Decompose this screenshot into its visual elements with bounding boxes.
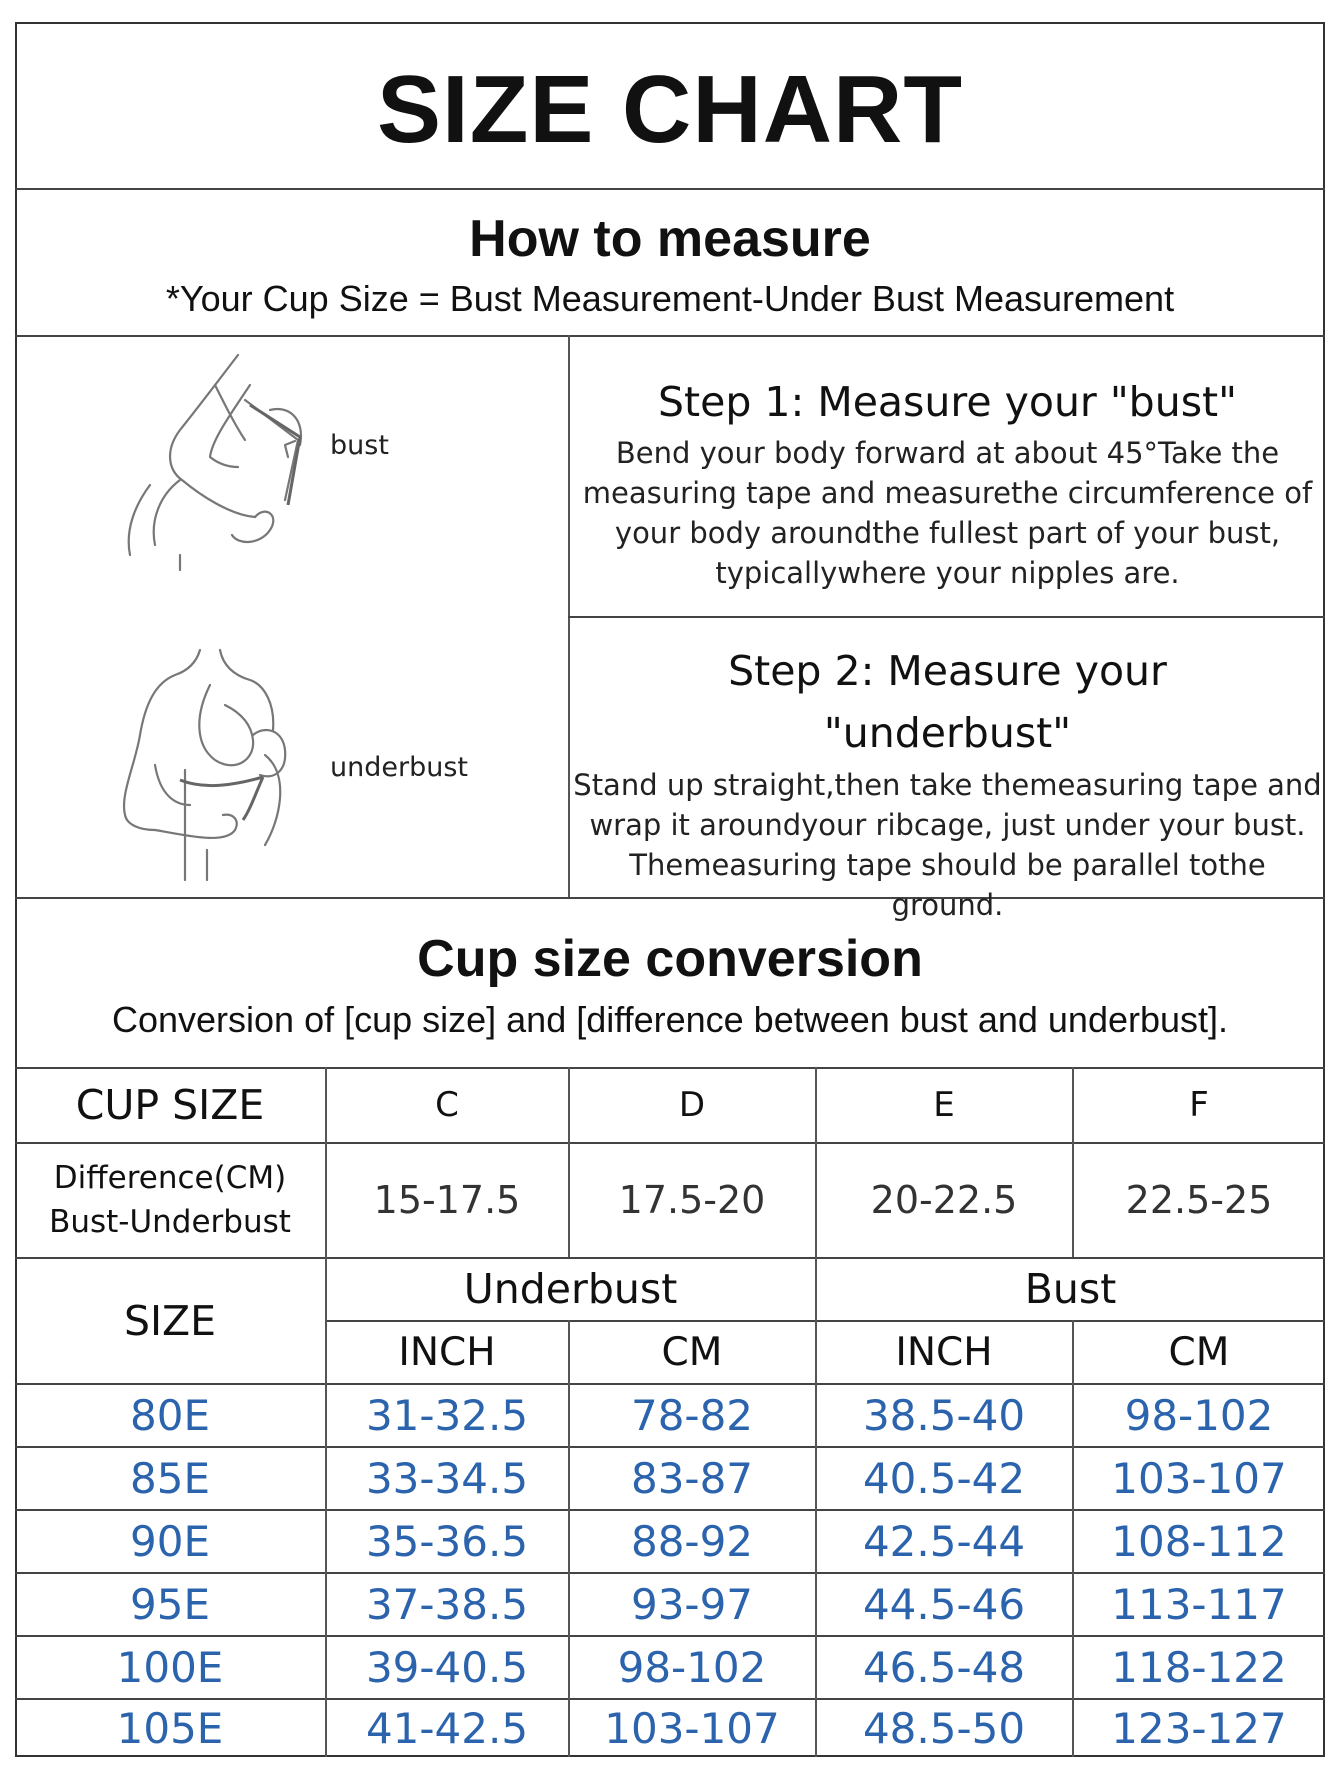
step2-title-line: Step 2: Measure your bbox=[728, 647, 1167, 695]
conversion-heading: Cup size conversion bbox=[417, 930, 923, 988]
divider bbox=[15, 188, 1325, 190]
step1-description bbox=[570, 433, 1325, 593]
underbust-inch-cell: 35-36.5 bbox=[365, 1516, 529, 1566]
difference-label bbox=[15, 1143, 325, 1257]
underbust-cm-cell: 93-97 bbox=[630, 1579, 754, 1629]
size-cell: 100E bbox=[116, 1642, 224, 1692]
underbust-cm-cell: 98-102 bbox=[617, 1642, 767, 1692]
bust-cm-cell: 123-127 bbox=[1111, 1703, 1287, 1753]
underbust-inch-cell: 31-32.5 bbox=[365, 1390, 529, 1440]
conversion-note: Conversion of [cup size] and [difference between bust and underbust]. bbox=[111, 999, 1229, 1040]
bust-inch-cell: 38.5-40 bbox=[862, 1390, 1026, 1440]
cup-size-value: E bbox=[933, 1085, 955, 1125]
step1-line: measuring tape and measurethe circumference of bbox=[582, 476, 1313, 510]
difference-value: 20-22.5 bbox=[870, 1178, 1018, 1222]
underbust-inch-cell: 39-40.5 bbox=[365, 1642, 529, 1692]
underbust-cm-cell: 83-87 bbox=[630, 1453, 754, 1503]
size-cell: 85E bbox=[130, 1453, 210, 1503]
size-cell: 95E bbox=[130, 1579, 210, 1629]
divider bbox=[568, 616, 1325, 618]
difference-label-line: Difference(CM) bbox=[53, 1160, 287, 1196]
step1-title: Step 1: Measure your "bust" bbox=[658, 378, 1237, 426]
unit-header: INCH bbox=[895, 1329, 993, 1375]
underbust-label: underbust bbox=[330, 752, 468, 783]
bust-cm-cell: 108-112 bbox=[1111, 1516, 1287, 1566]
unit-header: CM bbox=[1168, 1329, 1230, 1375]
underbust-header: Underbust bbox=[463, 1265, 678, 1313]
bust-inch-cell: 46.5-48 bbox=[862, 1642, 1026, 1692]
step2-line: wrap it aroundyour ribcage, just under your bust. bbox=[589, 808, 1306, 842]
unit-header: CM bbox=[661, 1329, 723, 1375]
step1-line: Bend your body forward at about 45°Take the bbox=[615, 436, 1280, 470]
underbust-cm-cell: 88-92 bbox=[630, 1516, 754, 1566]
underbust-inch-cell: 37-38.5 bbox=[365, 1579, 529, 1629]
bust-header: Bust bbox=[1024, 1265, 1117, 1313]
cup-size-label: CUP SIZE bbox=[75, 1081, 265, 1129]
step2-title-line: "underbust" bbox=[823, 709, 1072, 757]
step2-description bbox=[570, 765, 1325, 925]
step2-title bbox=[570, 640, 1325, 764]
bust-cm-cell: 118-122 bbox=[1111, 1642, 1287, 1692]
unit-header: INCH bbox=[398, 1329, 496, 1375]
step2-line: Themeasuring tape should be parallel tothe ground. bbox=[629, 848, 1266, 922]
bust-label: bust bbox=[330, 430, 389, 461]
bust-inch-cell: 40.5-42 bbox=[862, 1453, 1026, 1503]
step2-line: Stand up straight,then take themeasuring tape and bbox=[573, 768, 1322, 802]
size-cell: 105E bbox=[116, 1703, 224, 1753]
bust-measure-illustration bbox=[120, 345, 320, 575]
size-header: SIZE bbox=[123, 1296, 217, 1345]
cup-size-value: C bbox=[435, 1085, 459, 1125]
measure-heading: How to measure bbox=[469, 210, 871, 268]
bust-cm-cell: 98-102 bbox=[1124, 1390, 1274, 1440]
cup-size-value: F bbox=[1189, 1085, 1209, 1125]
step1-line: typicallywhere your nipples are. bbox=[715, 556, 1180, 590]
bust-cm-cell: 103-107 bbox=[1111, 1453, 1287, 1503]
difference-value: 15-17.5 bbox=[373, 1178, 521, 1222]
step1-line: your body aroundthe fullest part of your bust, bbox=[614, 516, 1281, 550]
bust-inch-cell: 42.5-44 bbox=[862, 1516, 1026, 1566]
divider bbox=[15, 335, 1325, 337]
underbust-inch-cell: 41-42.5 bbox=[365, 1703, 529, 1753]
size-cell: 80E bbox=[130, 1390, 210, 1440]
difference-label-line: Bust-Underbust bbox=[49, 1204, 291, 1240]
underbust-measure-illustration bbox=[115, 645, 330, 885]
measure-note: *Your Cup Size = Bust Measurement-Under Bust Measurement bbox=[165, 278, 1175, 319]
underbust-cm-cell: 103-107 bbox=[604, 1703, 780, 1753]
page-title: SIZE CHART bbox=[377, 56, 963, 163]
underbust-inch-cell: 33-34.5 bbox=[365, 1453, 529, 1503]
bust-inch-cell: 48.5-50 bbox=[862, 1703, 1026, 1753]
size-cell: 90E bbox=[130, 1516, 210, 1566]
difference-value: 22.5-25 bbox=[1125, 1178, 1273, 1222]
underbust-cm-cell: 78-82 bbox=[630, 1390, 754, 1440]
cup-size-value: D bbox=[678, 1085, 706, 1125]
bust-cm-cell: 113-117 bbox=[1111, 1579, 1287, 1629]
difference-value: 17.5-20 bbox=[618, 1178, 766, 1222]
bust-inch-cell: 44.5-46 bbox=[862, 1579, 1026, 1629]
